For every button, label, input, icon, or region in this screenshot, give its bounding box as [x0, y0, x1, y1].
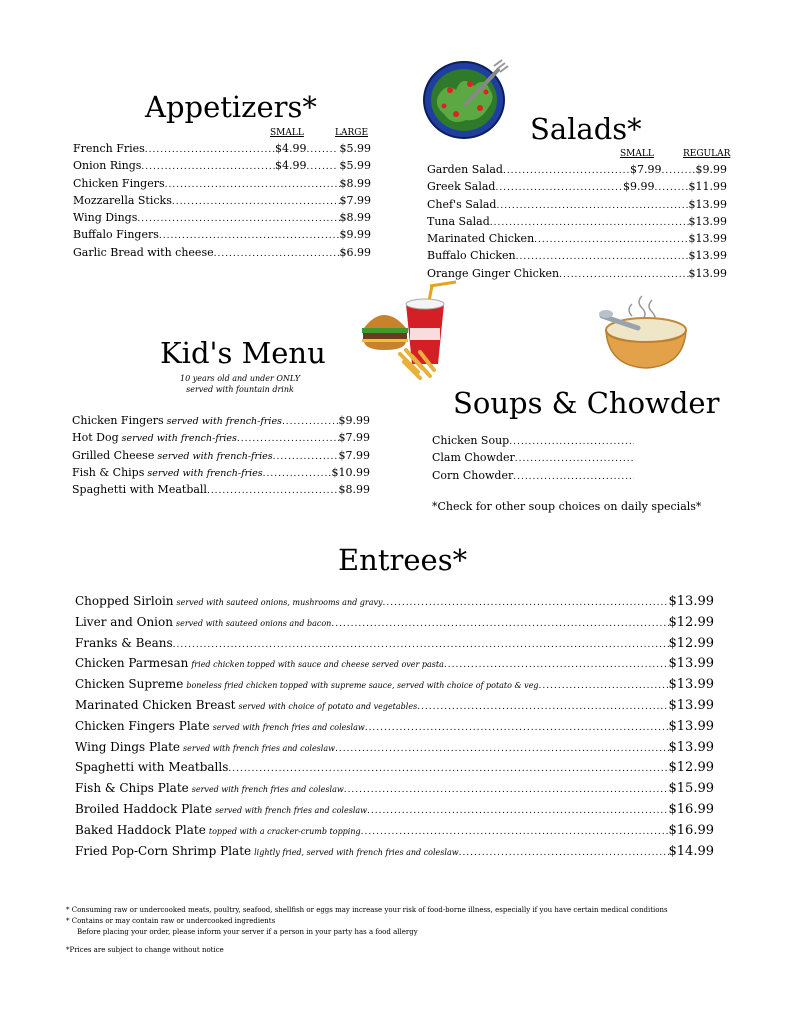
list-item: Mozzarella Sticks ..... $7.99 — [73, 193, 371, 210]
list-item: Franks & Beans ..... $12.99 — [75, 634, 714, 655]
list-item: Greek Salad ..... $9.99 ..... $11.99 — [427, 179, 727, 196]
list-item: Marinated Chicken ..... $13.99 — [427, 231, 727, 248]
soups-list — [432, 433, 634, 485]
list-item: Chicken Fingers ..... $8.99 — [73, 176, 371, 193]
list-item: Chicken Fingers Plate served with french fries and coleslaw ..... $13.99 — [75, 717, 714, 738]
kids-subtitle: 10 years old and under ONLY served with fountain drink — [179, 374, 300, 394]
list-item: Garden Salad ..... $7.99 ..... $9.99 — [427, 162, 727, 179]
list-item: Chopped Sirloin served with sauteed onions, mushrooms and gravy ..... $13.99 — [75, 592, 714, 613]
list-item: Broiled Haddock Plate served with french fries and coleslaw ..... $16.99 — [75, 800, 714, 821]
list-item: Wing Dings ..... $8.99 — [73, 210, 371, 227]
appetizers-title: Appetizers* — [145, 90, 317, 124]
list-item: Garlic Bread with cheese ..... $6.99 — [73, 245, 371, 262]
list-item: Corn Chowder ..... — [432, 468, 634, 485]
list-item: Fish & Chips served with french-fries ..... $10.99 — [72, 465, 370, 482]
list-item: Buffalo Fingers ..... $9.99 — [73, 227, 371, 244]
list-item: Chicken Fingers served with french-fries ..... $9.99 — [72, 413, 370, 430]
list-item: Chef's Salad ..... $13.99 — [427, 197, 727, 214]
footnote-allergy: Before placing your order, please inform your server if a person in your party has a food allergy — [77, 928, 418, 936]
appetizers-col-small: SMALL — [270, 128, 304, 138]
list-item: Grilled Cheese served with french-fries ..... $7.99 — [72, 448, 370, 465]
kids-list — [72, 413, 370, 499]
list-item: Clam Chowder ..... — [432, 450, 634, 467]
list-item: Liver and Onion served with sauteed onions and bacon ..... $12.99 — [75, 613, 714, 634]
salads-col-small: SMALL — [620, 149, 654, 159]
salads-col-regular: REGULAR — [683, 149, 731, 159]
list-item: Spaghetti with Meatballs ..... $12.99 — [75, 758, 714, 779]
salads-list — [427, 162, 727, 283]
list-item: Orange Ginger Chicken ..... $13.99 — [427, 266, 727, 283]
soups-title: Soups & Chowder — [453, 386, 720, 420]
list-item: Fish & Chips Plate served with french fries and coleslaw ..... $15.99 — [75, 779, 714, 800]
list-item: Onion Rings ..... $4.99 ..... $5.99 — [73, 158, 371, 175]
entrees-title: Entrees* — [338, 543, 468, 577]
list-item: Chicken Supreme boneless fried chicken topped with supreme sauce, served with choice of potato & veg ..... $13.99 — [75, 675, 714, 696]
list-item: Spaghetti with Meatball ..... $8.99 — [72, 482, 370, 499]
list-item: Wing Dings Plate served with french fries and coleslaw ..... $13.99 — [75, 738, 714, 759]
list-item: Baked Haddock Plate topped with a cracker-crumb topping ..... $16.99 — [75, 821, 714, 842]
appetizers-col-large: LARGE — [335, 128, 369, 138]
list-item: Chicken Soup ..... — [432, 433, 634, 450]
salads-title: Salads* — [530, 112, 642, 146]
footnote-raw-food-warning: * Consuming raw or undercooked meats, poultry, seafood, shellfish or eggs may increase your risk of food-borne illness, especially if you have certain medical conditions — [66, 906, 668, 914]
footnote-prices: *Prices are subject to change without notice — [66, 946, 224, 954]
entrees-list — [75, 592, 714, 862]
list-item: Marinated Chicken Breast served with choice of potato and vegetables ..... $13.99 — [75, 696, 714, 717]
soup-bowl-icon — [598, 294, 692, 376]
appetizers-list — [73, 141, 371, 262]
list-item: Chicken Parmesan fried chicken topped with sauce and cheese served over pasta ..... $13.99 — [75, 654, 714, 675]
burger-fries-drink-icon — [360, 280, 460, 382]
list-item: Fried Pop-Corn Shrimp Plate lightly fried, served with french fries and coleslaw ..... $14.99 — [75, 842, 714, 863]
soups-note: *Check for other soup choices on daily specials* — [432, 500, 702, 513]
list-item: Tuna Salad ..... $13.99 — [427, 214, 727, 231]
footnote-raw-ingredients: * Contains or may contain raw or undercooked ingredients — [66, 917, 276, 925]
salad-bowl-icon — [420, 56, 512, 140]
list-item: Hot Dog served with french-fries ..... $7.99 — [72, 430, 370, 447]
list-item: French Fries ..... $4.99 ..... $5.99 — [73, 141, 371, 158]
list-item: Buffalo Chicken ..... $13.99 — [427, 248, 727, 265]
kids-title: Kid's Menu — [160, 336, 326, 370]
